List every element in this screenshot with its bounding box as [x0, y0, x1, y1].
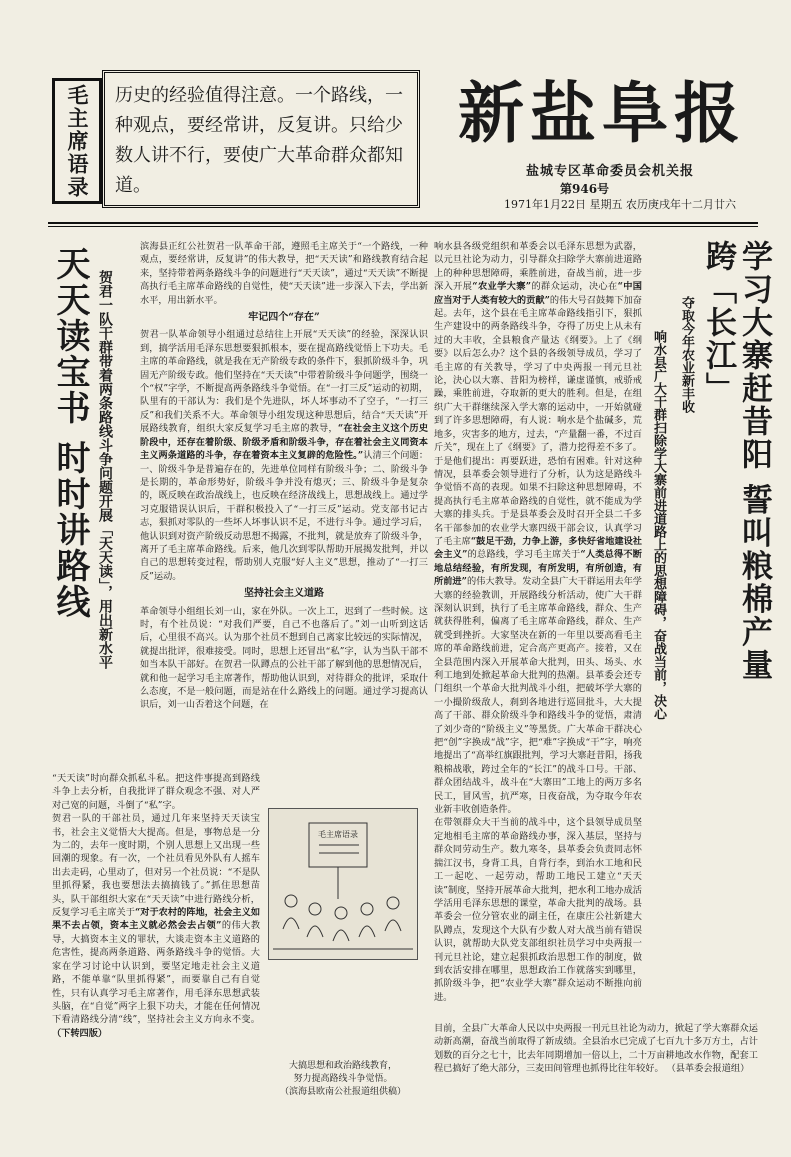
issue-number: 第946号 — [560, 182, 610, 196]
left-para-3: 革命领导小组组长刘一山，家在外队。一次上工，迟到了一些时候。这时，有个社员说：“对我们严要，自己不也落后了。”刘一山听到这话后，心里很不高兴。认为那个社员不想到自己离家比较远的实际情况，就提出批评，很难接受。同时，思想上还冒出“私”字，认为当队干部不如当本队干部好。在贺君一队蹲点的公社干部了解到他的思想情况后，就和他一起学习毛主席著作，帮助他认识到，对待群众的批评，采取什么态度，不是一般问题，而是站在什么路线上的问题。通过学习提高认识后，刘一山否着这个问题，在 — [140, 605, 428, 711]
right-para-3: 目前，全县广大革命人民以中央两报一刊元旦社论为动力，掀起了学大寨群众运动新高潮，奋战当前取得了新成绩。全县治水已完成了七百九十多万方土，占计划数的百分之七十，比去年同期增加一倍以上，二十万亩耕地改水作物，配套工程已搞好了绝大部分，三麦田间管理也抓得比往年较好。 — [434, 1023, 758, 1075]
header-divider-thin — [48, 226, 758, 227]
header-divider — [48, 222, 758, 224]
left-para-1: 滨海县正红公社贺君一队革命干部，遵照毛主席关于“一个路线，一种观点，要经常讲，反复讲”的伟大教导，把“天天读”和路线教育结合起来，坚持带着两条路线斗争的问题进行“天天读”，通过“天天读”不断提高执行毛主席革命路线的自觉性，使“天天读”进一步深入下去，学出新水平，用出新水平。 — [140, 241, 428, 306]
right-para-2: 在带领群众大干当前的战斗中，这个县领导成员坚定地相毛主席的革命路线办事，深入基层，坚持与群众同劳动生产。数九寒冬，县革委会负责同志怀揣江汉书，身背工具，自背行李，到治水工地和民工一起吃、一起劳动，帮助工地民工建立“天天读”制度，坚持开展革命大批判，把水利工地办成活学活用毛泽东思想的课堂，革命大批判的战场。县革委会一位分管农业的副主任，在康庄公社新建大队蹲点，发现这个大队有少数人对大战当前有错误认识，就帮助大队党支部组织社员学习中央两报一刊元旦社论，建立起狠抓政治思想工作的制度，做到农活安排在哪里，思想政治工作就落实到哪里，抓阶级斗争，把“农业学大寨”群众运动不断推向前进。 — [434, 817, 642, 1003]
left-para-2: 贺君一队革命领导小组通过总结往上开展“天天读”的经验，深深认识到，搞学活用毛泽东思想要狠抓根本，要在提高路线觉悟上下功夫。毛主席的革命路线，就是我在无产阶级专政的条件下，狠抓阶级斗争，巩固无产阶级专政。他们坚持在“天天读”中带着阶级斗争问题学，围绕一个“权”字学，不断提高两条路线斗争觉悟。在“一打三反”运动的初期，队里有的干部认为：我们是个先进队，坏人坏事动不了空子，“一打三反”和我们关系不大。革命领导小组发现这种思想后，结合“天天读”开展路线教育，组织大家反复学习毛主席的教导， — [140, 329, 428, 435]
right-article-credit: （县革委会报道组） — [666, 1063, 750, 1075]
right-para-1-quote-d: “人类总得不断地总结经验，有所发现，有所发明，有所创造，有所前进” — [434, 549, 642, 588]
dateline: 1971年1月22日 星期五 农历庚戌年十二月廿六 — [504, 198, 736, 211]
section-heading-1: 牢记四个“存在” — [248, 312, 320, 324]
right-article-body — [434, 240, 642, 1020]
right-para-1: 响水县各级党组织和革委会以毛泽东思想为武器，以元旦社论为动力，引导群众扫除学大寨前进道路上的种种思想障碍，乘胜前进，奋战当前，进一步深入开展 — [434, 241, 642, 293]
left-article-body-bottom — [52, 772, 260, 1092]
right-article-subheadline-1: 夺取今年农业新丰收 — [679, 296, 694, 413]
newspaper-masthead: 新盐阜报 — [458, 75, 746, 152]
left-para-4: “天天读”时向群众抓私斗私。把这件事提高到路线斗争上去分析，自我批评了群众观念不强、对人严对己宽的问题，斗倒了“私”字。 — [52, 773, 260, 811]
left-article-headline: 天天读宝书 时时讲路线 — [50, 246, 90, 620]
right-article-subheadline-2: 响水县广大干群扫除学大寨前进道路上的思想障碍，奋战当前，决心 — [651, 330, 666, 720]
right-article-headline: 学习大寨赶昔阳 誓叫粮棉产量跨「长江」 — [700, 240, 772, 682]
right-para-1-quote-a: “农业学大寨” — [472, 281, 532, 293]
right-para-1-c: 的伟大号召鼓舞下加奋起。去年，这个县在毛主席革命路线指引下，狠抓生产建设中的两条路线斗争，夺得了历史上从未有过的大丰收，全县粮食产量达《纲要》。上了《纲要》以后怎么办？这个县的各级领导成员，学习了毛主席的有关教导，学习了中央两报一刊元旦社论，決心以大寨、昔阳为榜样，谦虚谨慎，戒骄戒躁，乘胜前进，夺取新的更大的胜利。但是，在组织广大干群继续深入学大寨的运动中，一开始就碰到了许多思想障碍，有人说：响水是个盐碱多，荒地多，灾害多的地方，过去，“产量翻一番，不过百斤关”，现在上了《纲要》了，潜力挖得差不多了。于是他们提出：再要跃进，恐怕有困难。针对这种情况，县革委会领导进行了分析，认为这是路线斗争觉悟不高的表现。如果不扫除这种思想障碍，不提高执行毛主席革命路线的自觉性，就不能成为学大寨的排头兵。于是县革委会及时召开全县二千多名干部参加的农业学大寨四级干部会议，认真学习了毛主席 — [434, 294, 642, 547]
section-heading-2: 坚持社会主义道路 — [244, 588, 324, 600]
left-para-5: 贺君一队的干部社员，通过几年来坚持天天读宝书，社会主义觉悟大大提高。但是，事物总是一分为二的，去年一度时期，个别人思想上又出现一些回潮的现象。有一次，一个社员看见外队有人摇车出去走码，心里动了，但对另一个社员说：“不是队里抓得紧，我也要想法去搞搞钱了。”抓住思想苗头，队干部组织大家在“天天读”中进行路线分析，反复学习毛主席关于 — [52, 813, 260, 919]
right-para-1-quote-b: “中国应当对于人类有较大的贡献” — [434, 281, 642, 306]
left-para-5-quote: “对于农村的阵地，社会主义如果不去占领，资本主义就必然会去占领” — [52, 907, 260, 932]
caption-credit: （滨海县欧南公社报道组供稿） — [279, 1087, 406, 1097]
left-para-2-end: 认清三个问题：一、阶级斗争是普遍存在的，先进单位同样有阶级斗争；二、阶级斗争是长期的，革命形势好，阶级斗争并没有熄灭；三、阶级斗争是复杂的，既反映在政治战线上，也反映在经济战线上，思想战线上。通过学习克服错误认识后，干群积极投入了“一打三反”运动。党支部书记古志，狠抓对零队的一些坏人坏事认识不足，不进行斗争。通过学习后，他认识到对资产阶级反动思想不揭露，不批判，就是放弃了阶级斗争，离开了毛主席革命路线。后来，他几次到零队帮助开展揭发批判，并以自己的思想转变过程，帮助别人克服“好人主义”思想，推动了“一打三反”运动。 — [140, 450, 428, 582]
mao-quotation-box: 历史的经验值得注意。一个路线，一种观点，要经常讲，反复讲。只给少数人讲不行，要使广大革命群众都知道。 — [102, 70, 420, 208]
illustration-sign-text: 毛主席语录 — [318, 830, 358, 839]
right-article-conclusion — [434, 1022, 758, 1122]
right-para-1-e: 的伟大教导。发动全县广大干群运用去年学大寨的经验教训，开展路线分析活动，使广大干群深刻认识到，执行了毛主席革命路线，群众、生产就获得胜利，偏离了毛主席革命路线，群众、生产就受到挫折。大家坚决在新的一年里以要高看毛主席的革命路线前进，定合高产更高产。接着，又在全县范围内深入开展革命大批判，田头、场头、水利工地到处掀起革命大批判的热潮。县革委会还专门组织一个革命大批判战斗小组，把破坏学大寨的一小撮阶级敌人，刹到各地进行巡回批斗，大大提高了干部、群众阶级斗争和路线斗争的觉悟，肃清了刘少奇的“阶级主义”等黑货。广大革命干群决心把“创”字换成“战”字，把“难”字换成“干”字，响亮地提出了“高举红旗跟批判，学习大寨赶昔阳，扬我粮棉战歌，跨过全年的“长江”的战斗口号。干部、群众团结战斗，战斗在“大寨田”工地上的两万多名民工，冒风雪，抗严寒，日夜奋战，为夺取今年农业新丰收创造条件。 — [434, 576, 642, 816]
left-para-5-end: 的伟大教导，大搞资本主义的罪状，大谈走资本主义道路的危害性，提高两条道路、两条路线斗争的觉悟。大家在学习讨论中认识到，要坚定地走社会主义道路，不能单靠“队里抓得紧”，而要靠自己有自觉性，只有认真学习毛主席著作，用毛泽东思想武装头脑，在“自觉”两字上狠下功夫，才能在任何情况下看清路线分清“线”，坚持社会主义方向永不变。 — [52, 920, 260, 1026]
publisher-line: 盐城专区革命委员会机关报 — [525, 164, 694, 179]
continued-note: （下转四版） — [52, 1027, 108, 1039]
caption-line-2: 努力提高路线斗争觉悟。 — [293, 1074, 393, 1084]
illustration-caption — [262, 1060, 424, 1099]
caption-line-1: 大搞思想和政治路线教育， — [288, 1061, 397, 1071]
left-para-2-quote: “在社会主义这个历史阶段中，还存在着阶级、阶级矛盾和阶级斗争，存在着社会主义同资本主义两条道路的斗争，存在着资本主义复辟的危险性。” — [140, 423, 428, 462]
right-para-1-quote-c: “鼓足干劲，力争上游，多快好省地建设社会主义” — [434, 535, 642, 561]
mao-quotation-label: 毛主席语录 — [52, 78, 102, 204]
left-article-subheadline: 贺君一队干群带着两条路线斗争问题开展「天天读」，用出新水平 — [97, 270, 113, 669]
right-para-1-b: 的群众运动，决心在 — [531, 281, 618, 293]
illustration-drawing — [269, 809, 417, 959]
study-session-illustration — [268, 808, 418, 960]
right-para-1-d: 的总路线，学习毛主席关于 — [467, 549, 581, 561]
left-article-body-top — [140, 240, 428, 768]
